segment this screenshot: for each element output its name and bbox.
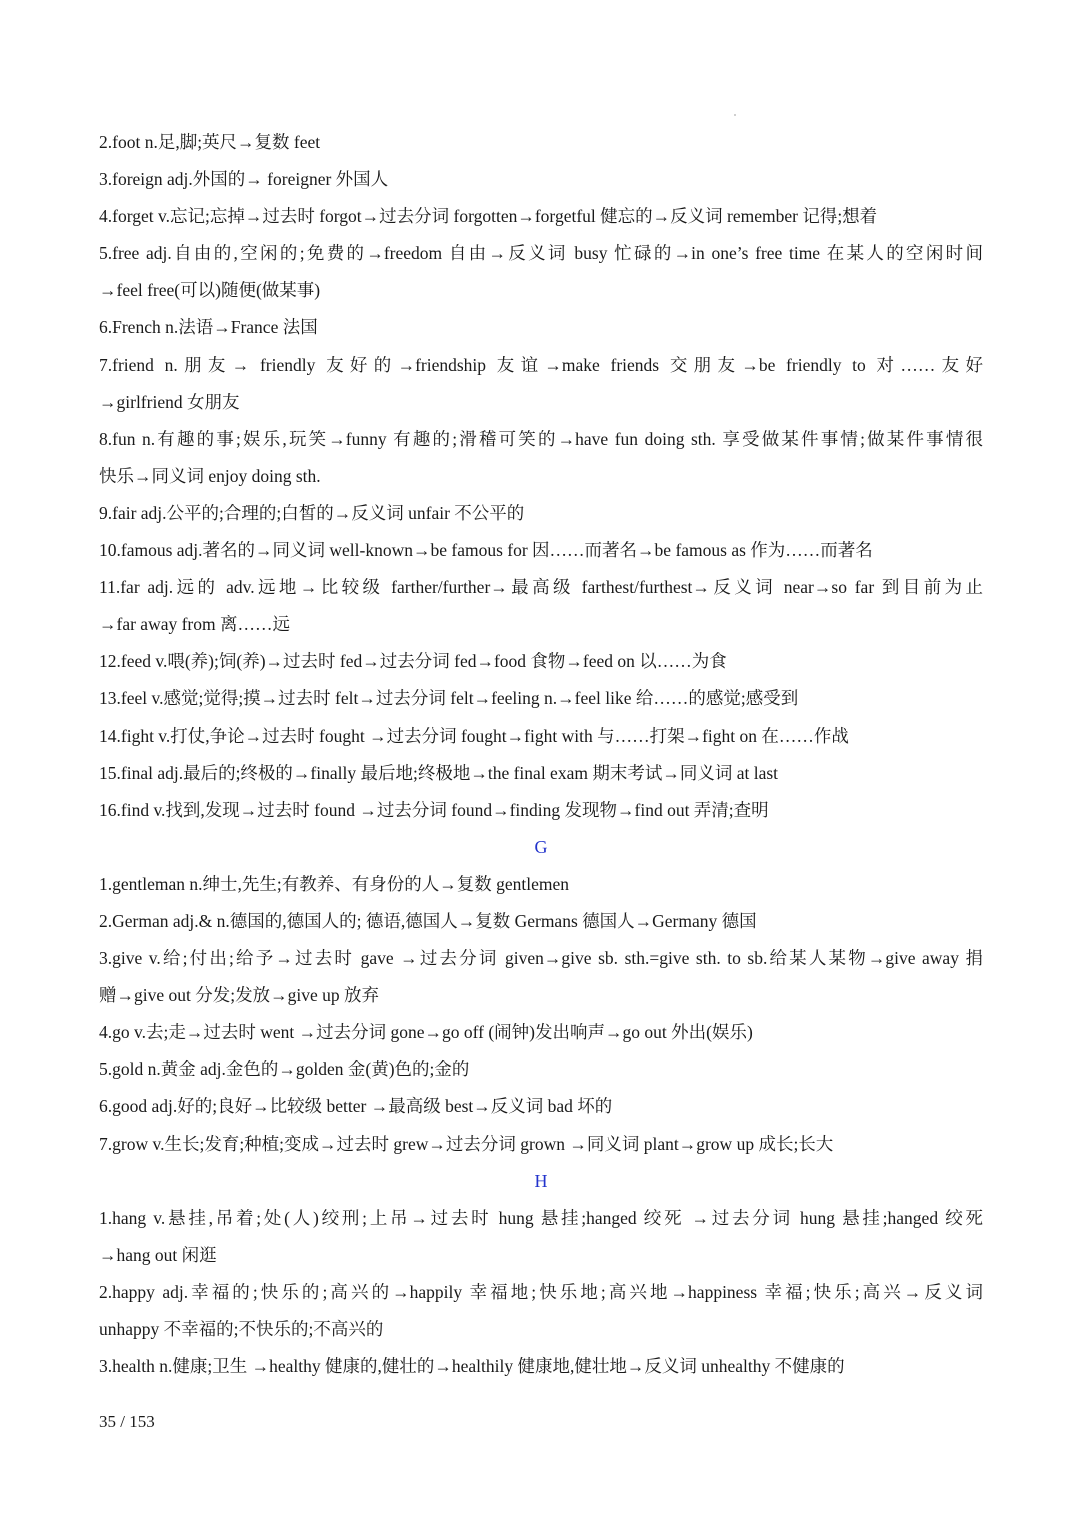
scan-speck (734, 114, 736, 116)
vocab-entry-line: 8.fun n.有趣的事;娱乐,玩笑→funny 有趣的;滑稽可笑的→have fun doing sth. 享受做某件事情;做某件事情很 (99, 428, 983, 449)
vocab-entry-line: 5.free adj.自由的,空闲的;免费的→freedom 自由→反义词 busy 忙碌的→in one’s free time 在某人的空闲时间 (99, 243, 983, 264)
vocab-entry-line: unhappy 不幸福的;不快乐的;不高兴的 (99, 1319, 384, 1339)
vocab-entry-line: 赠→give out 分发;发放→give up 放弃 (99, 985, 379, 1006)
vocab-entry-line: 2.German adj.& n.德国的,德国人的; 德语,德国人→复数 Germans 德国人→Germany 德国 (99, 910, 757, 931)
vocab-entry-line: →hang out 闲逛 (99, 1244, 217, 1265)
vocab-entry-line: →feel free(可以)随便(做某事) (99, 280, 321, 301)
vocab-entry-line: 6.French n.法语→France 法国 (99, 317, 318, 338)
vocab-entry-line: 2.foot n.足,脚;英尺→复数 feet (99, 132, 321, 152)
vocab-entry-line: 3.foreign adj.外国的→ foreigner 外国人 (99, 169, 389, 190)
section-heading: G (534, 836, 548, 857)
vocab-entry-line: 7.friend n.朋友→ friendly 友好的→friendship 友谊→make friends 交朋友→be friendly to 对……友好 (99, 354, 983, 375)
vocab-entry-line: 10.famous adj.著名的→同义词 well-known→be famous for 因……而著名→be famous as 作为……而著名 (99, 540, 873, 561)
document-body (99, 124, 983, 1385)
section-heading: H (534, 1170, 548, 1191)
vocab-entry-line: 3.health n.健康;卫生 →healthy 健康的,健壮的→healthily 健康地,健壮地→反义词 unhealthy 不健康的 (99, 1356, 845, 1377)
vocab-entry-line: 1.gentleman n.绅士,先生;有教养、有身份的人→复数 gentlemen (99, 873, 570, 894)
vocab-entry-line: 3.give v.给;付出;给予→过去时 gave →过去分词 given→give sb. sth.=give sth. to sb.给某人某物→give away 捐 (99, 948, 983, 969)
vocab-entry-line: 14.fight v.打仗,争论→过去时 fought →过去分词 fought→fight with 与……打架→fight on 在……作战 (99, 725, 849, 746)
vocab-entry-line: 快乐→同义词 enjoy doing sth. (99, 465, 321, 486)
vocab-entry-line: →girlfriend 女朋友 (99, 391, 240, 412)
vocab-entry-line: 4.forget v.忘记;忘掉→过去时 forgot→过去分词 forgotten→forgetful 健忘的→反义词 remember 记得;想着 (99, 206, 878, 227)
vocab-entry-line: 11.far adj.远的 adv.远地→比较级 farther/further→最高级 farthest/furthest→反义词 near→so far 到目前为止 (99, 577, 983, 598)
vocab-entry-line: 13.feel v.感觉;觉得;摸→过去时 felt→过去分词 felt→feeling n.→feel like 给……的感觉;感受到 (99, 688, 799, 709)
vocab-entry-line: 16.find v.找到,发现→过去时 found →过去分词 found→finding 发现物→find out 弄清;查明 (99, 799, 769, 820)
vocab-entry-line: 9.fair adj.公平的;合理的;白皙的→反义词 unfair 不公平的 (99, 502, 525, 523)
vocab-entry-line: 5.gold n.黄金 adj.金色的→golden 金(黄)色的;金的 (99, 1059, 470, 1080)
vocab-entry-line: 7.grow v.生长;发育;种植;变成→过去时 grew→过去分词 grown →同义词 plant→grow up 成长;长大 (99, 1133, 834, 1154)
vocab-entry-line: 4.go v.去;走→过去时 went →过去分词 gone→go off (闹钟)发出响声→go out 外出(娱乐) (99, 1022, 753, 1043)
vocab-entry-line: 6.good adj.好的;良好→比较级 better →最高级 best→反义词 bad 坏的 (99, 1096, 613, 1117)
vocab-entry-line: →far away from 离……远 (99, 614, 290, 635)
vocab-entry-line: 12.feed v.喂(养);饲(养)→过去时 fed→过去分词 fed→food 食物→feed on 以……为食 (99, 651, 727, 672)
vocab-entry-line: 15.final adj.最后的;终极的→finally 最后地;终极地→the final exam 期末考试→同义词 at last (99, 762, 779, 783)
vocab-entry-line: 2.happy adj.幸福的;快乐的;高兴的→happily 幸福地;快乐地;高兴地→happiness 幸福;快乐;高兴→反义词 (99, 1281, 983, 1302)
vocab-entry-line: 1.hang v.悬挂,吊着;处(人)绞刑;上吊→过去时 hung 悬挂;hanged 绞死 →过去分词 hung 悬挂;hanged 绞死 (99, 1207, 983, 1228)
page-number: 35 / 153 (99, 1412, 155, 1431)
